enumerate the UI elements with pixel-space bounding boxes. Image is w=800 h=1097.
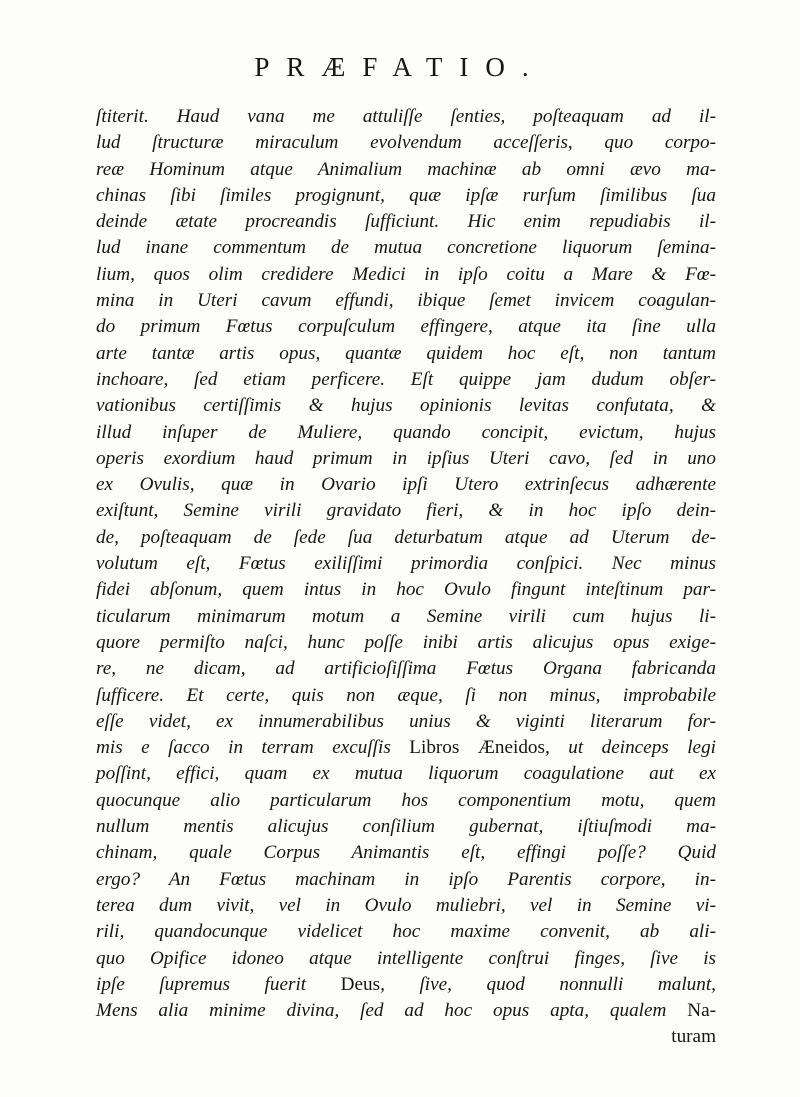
- text-line: [96, 130, 716, 156]
- text-segment: ſtiterit. Haud vana me attuliſſe ſenties, poſteaquam ad il-: [96, 106, 716, 127]
- text-segment: vationibus certiſſimis & hujus opinionis levitas confutata, &: [96, 395, 716, 417]
- text-segment: rili, quandocunque videlicet hoc maxime convenit, ab ali-: [96, 921, 716, 943]
- text-line: [96, 998, 716, 1024]
- text-segment: inchoare, ſed etiam perficere. Eſt quippe jam dudum obſer-: [96, 368, 716, 390]
- text-segment: , ſive, quod nonnulli malunt,: [380, 973, 716, 995]
- text-line: [96, 341, 716, 367]
- text-segment: ipſe ſupremus fuerit: [96, 973, 341, 995]
- text-line: [96, 420, 716, 446]
- text-line: [96, 867, 716, 893]
- text-segment: Deus: [340, 973, 381, 995]
- text-segment: , ut deinceps legi: [544, 737, 716, 759]
- text-segment: do primum Fœtus corpuſculum effingere, atque ita ſine ulla: [96, 316, 716, 338]
- text-segment: de, poſteaquam de ſede ſua deturbatum atque ad Uterum de-: [96, 526, 716, 548]
- text-segment: ex Ovulis, quæ in Ovario ipſi Utero extrinſecus adhærente: [96, 474, 716, 496]
- text-line: [96, 735, 716, 761]
- text-segment: operis exordium haud primum in ipſius Uteri cavo, ſed in uno: [96, 447, 716, 469]
- text-line: [96, 604, 716, 630]
- text-line: [96, 262, 716, 288]
- text-line: [96, 709, 716, 735]
- text-line: [96, 157, 716, 183]
- body-text: [96, 104, 716, 1051]
- text-segment: reæ Hominum atque Animalium machinæ ab omni ævo ma-: [96, 158, 716, 180]
- text-line: [96, 498, 716, 524]
- text-segment: lud inane commentum de mutua concretione liquorum ſemina-: [96, 237, 716, 259]
- text-line: [96, 577, 716, 603]
- text-line: [96, 919, 716, 945]
- text-line: [96, 393, 716, 419]
- text-segment: Mens alia minime divina, ſed ad hoc opus apta, qualem: [96, 1000, 688, 1022]
- text-segment: poſſint, effici, quam ex mutua liquorum coagulatione aut ex: [96, 763, 716, 785]
- text-line: [96, 314, 716, 340]
- text-segment: illud inſuper de Muliere, quando concipit, evictum, hujus: [96, 421, 716, 443]
- text-segment: mis e ſacco in terram excuſſis: [96, 737, 410, 759]
- text-segment: fidei abſonum, quem intus in hoc Ovulo fingunt inteſtinum par-: [96, 579, 716, 601]
- text-line: [96, 972, 716, 998]
- text-segment: mina in Uteri cavum effundi, ibique ſemet invicem coagulan-: [96, 290, 716, 312]
- text-segment: ergo? An Fœtus machinam in ipſo Parentis corpore, in-: [96, 868, 716, 890]
- text-line: [96, 788, 716, 814]
- text-segment: turam: [671, 1026, 716, 1048]
- text-segment: arte tantæ artis opus, quantæ quidem hoc eſt, non tantum: [96, 342, 716, 364]
- text-segment: exiſtunt, Semine virili gravidato fieri, & in hoc ipſo dein-: [96, 500, 716, 522]
- text-line: [96, 235, 716, 261]
- text-line: [96, 840, 716, 866]
- text-segment: quore permiſto naſci, hunc poſſe inibi artis alicujus opus exige-: [96, 631, 716, 653]
- text-segment: Na-: [687, 1000, 716, 1022]
- text-segment: ſufficere. Et certe, quis non æque, ſi non minus, improbabile: [96, 684, 716, 706]
- text-segment: lium, quos olim credidere Medici in ipſo coitu a Mare & Fœ-: [96, 263, 716, 285]
- text-segment: deinde ætate procreandis ſufficiunt. Hic enim repudiabis il-: [96, 211, 716, 233]
- text-segment: terea dum vivit, vel in Ovulo muliebri, vel in Semine vi-: [96, 894, 716, 916]
- text-segment: lud ſtructuræ miraculum evolvendum acceſſeris, quo corpo-: [96, 132, 716, 154]
- text-line: [96, 367, 716, 393]
- running-head: PRÆFATIO.: [254, 52, 546, 82]
- text-line: [96, 551, 716, 577]
- text-line: [96, 893, 716, 919]
- text-line: [96, 104, 716, 130]
- text-line: [96, 209, 716, 235]
- text-segment: re, ne dicam, ad artificioſiſſima Fœtus Organa fabricanda: [96, 658, 716, 680]
- text-segment: quocunque alio particularum hos componentium motu, quem: [96, 789, 716, 811]
- text-segment: quo Opifice idoneo atque intelligente conſtrui finges, ſive is: [96, 947, 716, 969]
- text-line: [96, 288, 716, 314]
- text-segment: volutum eſt, Fœtus exiliſſimi primordia conſpici. Nec minus: [96, 553, 716, 575]
- text-line: [96, 761, 716, 787]
- text-line: [96, 656, 716, 682]
- text-line: [96, 183, 716, 209]
- text-segment: nullum mentis alicujus conſilium gubernat, iſtiuſmodi ma-: [96, 816, 716, 838]
- text-line: [96, 1024, 716, 1050]
- text-line: [96, 814, 716, 840]
- text-line: [96, 683, 716, 709]
- text-line: [96, 446, 716, 472]
- text-line: [96, 525, 716, 551]
- text-segment: chinas ſibi ſimiles progignunt, quæ ipſæ rurſum ſimilibus ſua: [96, 184, 716, 206]
- text-segment: ticularum minimarum motum a Semine virili cum hujus li-: [96, 605, 716, 627]
- text-segment: Libros Æneidos: [409, 737, 545, 759]
- text-segment: chinam, quale Corpus Animantis eſt, effingi poſſe? Quid: [96, 842, 716, 864]
- text-segment: eſſe videt, ex innumerabilibus unius & viginti literarum for-: [96, 710, 716, 732]
- text-line: [96, 946, 716, 972]
- text-line: [96, 630, 716, 656]
- text-line: [96, 472, 716, 498]
